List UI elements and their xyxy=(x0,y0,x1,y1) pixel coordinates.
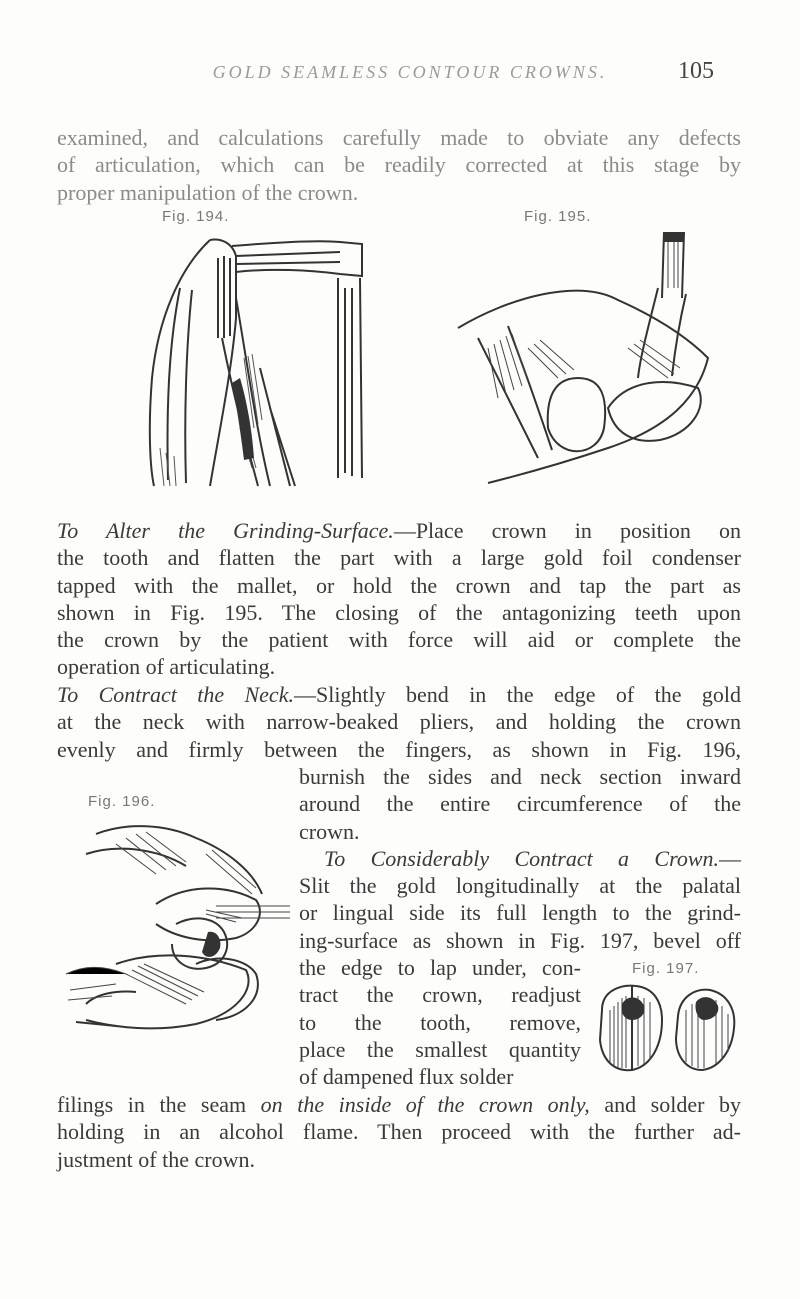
grinding-line-first xyxy=(57,517,741,544)
fig-196-illustration xyxy=(56,814,290,1044)
page-number: 105 xyxy=(678,58,714,84)
considerably-line: or lingual side its full length to the grind- xyxy=(299,900,741,926)
considerably-line-first xyxy=(324,845,741,872)
considerably-line: the edge to lap under, con- xyxy=(299,955,581,980)
fig-194-caption: Fig. 194. xyxy=(162,208,230,225)
neck-line: around the entire circumference of the xyxy=(299,791,741,817)
neck-heading: To Contract the Neck. xyxy=(57,682,294,707)
contract-neck-paragraph xyxy=(57,681,741,763)
neck-line: evenly and firmly between the fingers, as shown in Fig. 196, xyxy=(57,736,741,762)
neck-line: crown. xyxy=(299,818,360,844)
final-line-first xyxy=(57,1091,741,1118)
considerably-line: to the tooth, remove, xyxy=(299,1009,581,1035)
considerably-line: Slit the gold longitudinally at the palatal xyxy=(299,873,741,898)
intro-paragraph xyxy=(57,124,741,206)
grinding-heading: To Alter the Grinding-Surface. xyxy=(57,518,394,543)
considerably-line: place the smallest quantity xyxy=(299,1036,581,1062)
neck-line: —Slightly bend in the edge of the gold xyxy=(293,682,741,707)
fig-195-illustration xyxy=(428,228,728,492)
intro-line: of articulation, which can be readily corrected at this stage by xyxy=(57,152,741,178)
fig-195-caption: Fig. 195. xyxy=(524,208,592,225)
neck-line: burnish the sides and neck section inward xyxy=(299,764,741,789)
running-head: GOLD SEAMLESS CONTOUR CROWNS. xyxy=(212,62,608,82)
considerably-dash: — xyxy=(719,846,741,871)
fig-196-caption: Fig. 196. xyxy=(88,793,156,810)
grinding-line: the crown by the patient with force will aid or complete the xyxy=(57,627,741,653)
intro-line: examined, and calculations carefully made to obviate any defects xyxy=(57,125,741,150)
fig-197-caption: Fig. 197. xyxy=(632,960,700,977)
grinding-line: tapped with the mallet, or hold the crown and tap the part as xyxy=(57,572,741,598)
grinding-line: the tooth and flatten the part with a large gold foil condenser xyxy=(57,545,741,571)
considerably-line: ing-surface as shown in Fig. 197, bevel off xyxy=(299,927,741,953)
final-after: and solder by xyxy=(589,1092,742,1117)
grinding-line: operation of articulating. xyxy=(57,654,276,680)
final-before: filings in the seam xyxy=(57,1092,261,1117)
grinding-surface-paragraph xyxy=(57,517,741,681)
considerably-heading: To Considerably Contract a Crown. xyxy=(324,846,719,871)
fig-194-illustration xyxy=(140,228,400,490)
considerably-line: tract the crown, readjust xyxy=(299,982,581,1008)
final-line: holding in an alcohol flame. Then proceed with the further ad- xyxy=(57,1119,741,1145)
considerably-contract-paragraph xyxy=(324,845,741,872)
neck-line: at the neck with narrow-beaked pliers, and holding the crown xyxy=(57,709,741,735)
contract-neck-continuation xyxy=(299,763,741,845)
considerably-line: of dampened flux solder xyxy=(299,1064,514,1090)
fig-197-illustration xyxy=(592,980,744,1076)
final-paragraph xyxy=(57,1091,741,1173)
grinding-line: shown in Fig. 195. The closing of the antagonizing teeth upon xyxy=(57,599,741,625)
final-emphasis: on the inside of the crown only, xyxy=(260,1092,590,1117)
considerably-contract-body xyxy=(299,872,741,954)
considerably-contract-narrow xyxy=(299,954,581,1090)
grinding-line: —Place crown in position on xyxy=(393,518,741,543)
intro-line: proper manipulation of the crown. xyxy=(57,179,359,205)
neck-line-first xyxy=(57,681,741,708)
final-line: justment of the crown. xyxy=(57,1146,255,1172)
